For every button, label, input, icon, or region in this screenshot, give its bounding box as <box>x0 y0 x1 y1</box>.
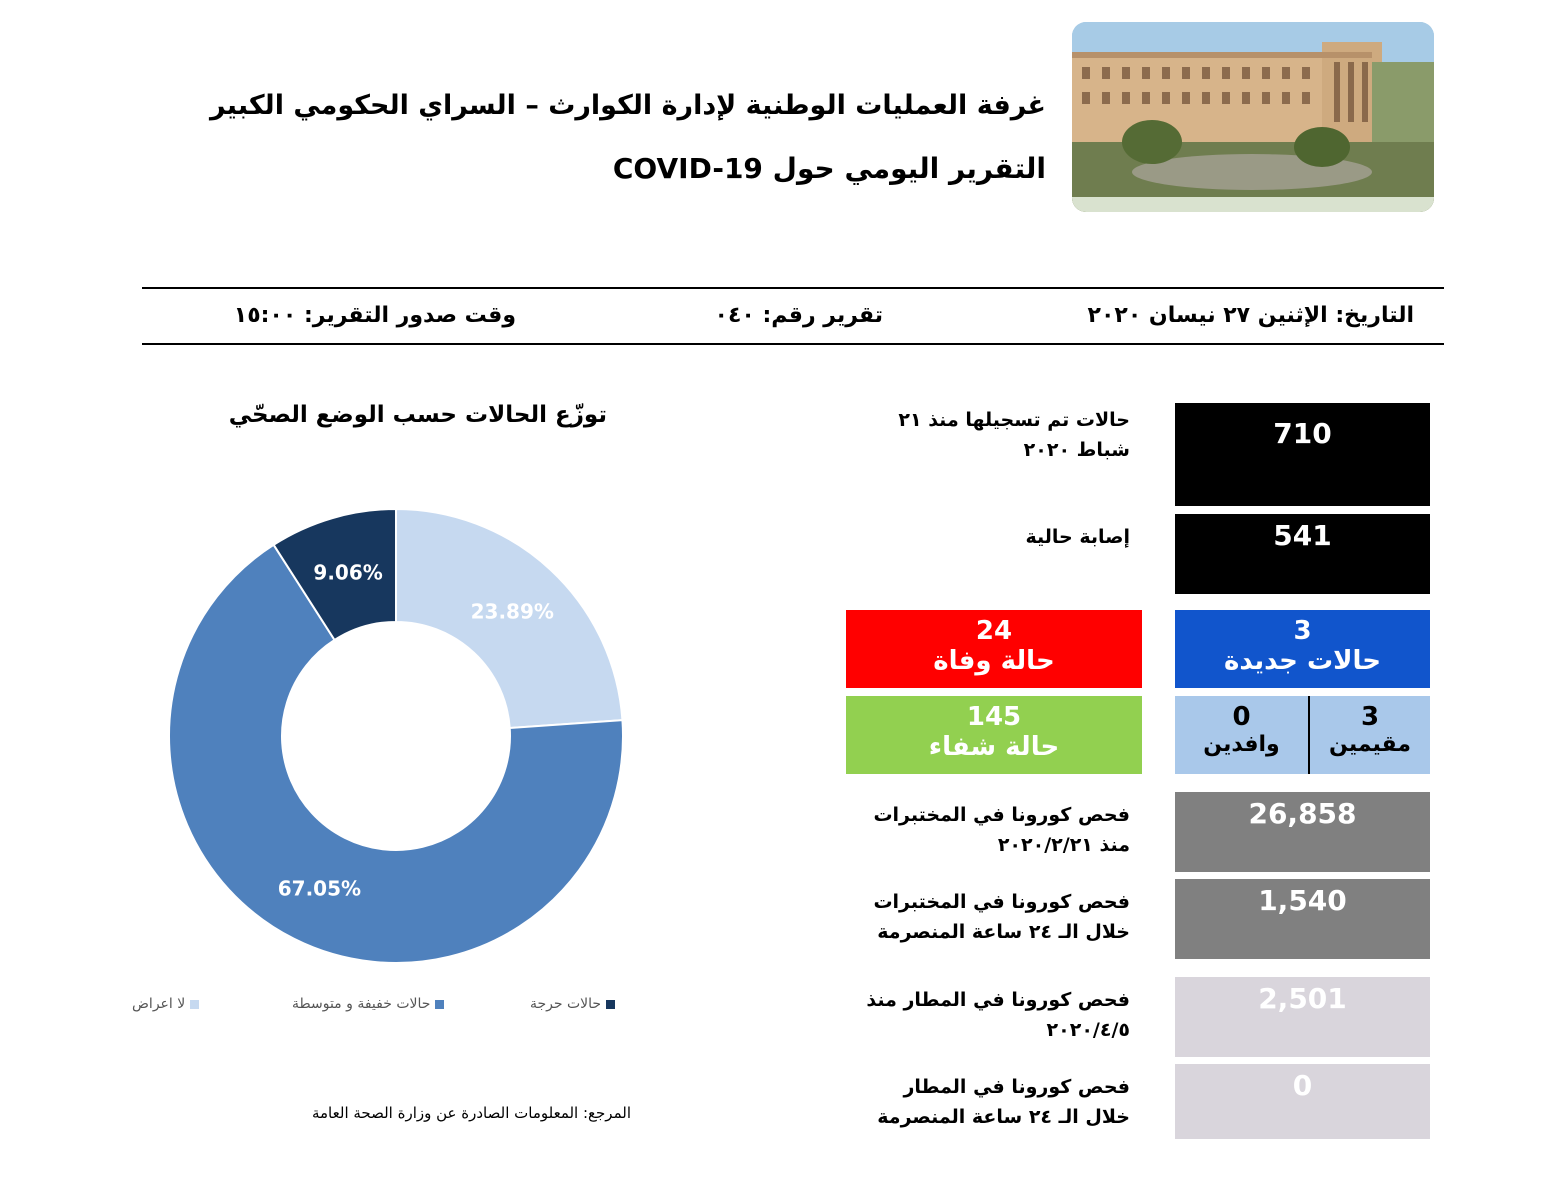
lab-tests-total-label-line2: منذ ٢٠٢٠/٢/٢١ <box>997 834 1130 856</box>
report-subtitle: التقرير اليومي حول COVID-19 <box>612 152 1046 185</box>
divider-top <box>142 287 1444 289</box>
arrivals-label: وافدين <box>1203 732 1280 757</box>
recovered-value: 145 <box>966 702 1022 732</box>
lab-tests-total-box <box>1175 792 1430 872</box>
building-illustration <box>1072 22 1434 212</box>
current-cases-value: 541 <box>1273 519 1332 552</box>
residents-label: مقيمين <box>1329 732 1411 757</box>
legend-label-mild: حالات خفيفة و متوسطة <box>292 996 431 1012</box>
airport-tests-24h-label <box>800 1072 1130 1132</box>
legend-swatch-mild <box>435 1000 444 1009</box>
new-cases-box <box>1175 610 1430 688</box>
airport-tests-total-label <box>800 985 1130 1045</box>
legend-label-critical: حالات حرجة <box>530 996 602 1012</box>
deaths-value: 24 <box>975 616 1013 646</box>
lab-tests-24h-value: 1,540 <box>1258 884 1347 917</box>
lab-tests-24h-label-line2: خلال الـ ٢٤ ساعة المنصرمة <box>877 921 1130 943</box>
legend-swatch-critical <box>606 1000 615 1009</box>
lab-tests-total-label <box>800 800 1130 860</box>
airport-tests-total-value: 2,501 <box>1258 982 1347 1015</box>
airport-tests-total-label-line2: ٢٠٢٠/٤/٥ <box>1046 1019 1130 1041</box>
report-title: غرفة العمليات الوطنية لإدارة الكوارث – السراي الحكومي الكبير <box>210 90 1046 121</box>
donut-chart <box>150 490 650 980</box>
arrivals-cell <box>1175 696 1308 774</box>
report-time: وقت صدور التقرير: ١٥:٠٠ <box>233 303 516 328</box>
arrivals-value: 0 <box>1232 702 1251 732</box>
lab-tests-24h-box <box>1175 879 1430 959</box>
chart-title: توزّع الحالات حسب الوضع الصحّي <box>228 402 607 428</box>
registered-cases-value: 710 <box>1273 417 1332 450</box>
airport-tests-total-box <box>1175 977 1430 1057</box>
report-number: تقرير رقم: ٠٤٠ <box>714 303 883 328</box>
divider-bottom <box>142 343 1444 345</box>
slice-label-mild: 67.05% <box>277 876 362 901</box>
legend-item-mild <box>292 996 444 1012</box>
lab-tests-total-value: 26,858 <box>1248 797 1357 830</box>
legend-swatch-asymptomatic <box>190 1000 199 1009</box>
airport-tests-24h-label-line1: فحص كورونا في المطار <box>903 1076 1130 1098</box>
recovered-box <box>846 696 1142 774</box>
legend-item-critical <box>530 996 615 1012</box>
legend-label-asymptomatic: لا اعراض <box>132 996 186 1012</box>
lab-tests-24h-label-line1: فحص كورونا في المختبرات <box>873 891 1130 913</box>
source-note: المرجع: المعلومات الصادرة عن وزارة الصحة العامة <box>311 1104 631 1122</box>
airport-tests-24h-label-line2: خلال الـ ٢٤ ساعة المنصرمة <box>877 1106 1130 1128</box>
new-cases-breakdown <box>1175 696 1430 774</box>
grand-serail-photo <box>1072 22 1434 212</box>
airport-tests-24h-box <box>1175 1064 1430 1139</box>
lab-tests-total-label-line1: فحص كورونا في المختبرات <box>873 804 1130 826</box>
current-cases-label: إصابة حالية <box>1025 526 1130 548</box>
residents-value: 3 <box>1360 702 1380 732</box>
current-cases-box <box>1175 514 1430 594</box>
airport-tests-total-label-line1: فحص كورونا في المطار منذ <box>866 989 1130 1011</box>
registered-cases-box <box>1175 403 1430 506</box>
slice-label-asymptomatic: 23.89% <box>470 599 554 624</box>
lab-tests-24h-label <box>800 887 1130 947</box>
new-cases-value: 3 <box>1293 616 1312 646</box>
legend-item-asymptomatic <box>132 996 199 1012</box>
residents-cell <box>1310 696 1430 774</box>
report-date: التاريخ: الإثنين ٢٧ نيسان ٢٠٢٠ <box>1087 303 1414 328</box>
deaths-label: حالة وفاة <box>933 646 1055 676</box>
new-cases-label: حالات جديدة <box>1224 646 1381 676</box>
deaths-box <box>846 610 1142 688</box>
recovered-label: حالة شفاء <box>928 732 1060 762</box>
registered-cases-label: حالات تم تسجيلها منذ ٢١ شباط ٢٠٢٠ <box>898 409 1130 461</box>
airport-tests-24h-value: 0 <box>1292 1069 1313 1102</box>
slice-label-critical: 9.06% <box>313 560 383 585</box>
